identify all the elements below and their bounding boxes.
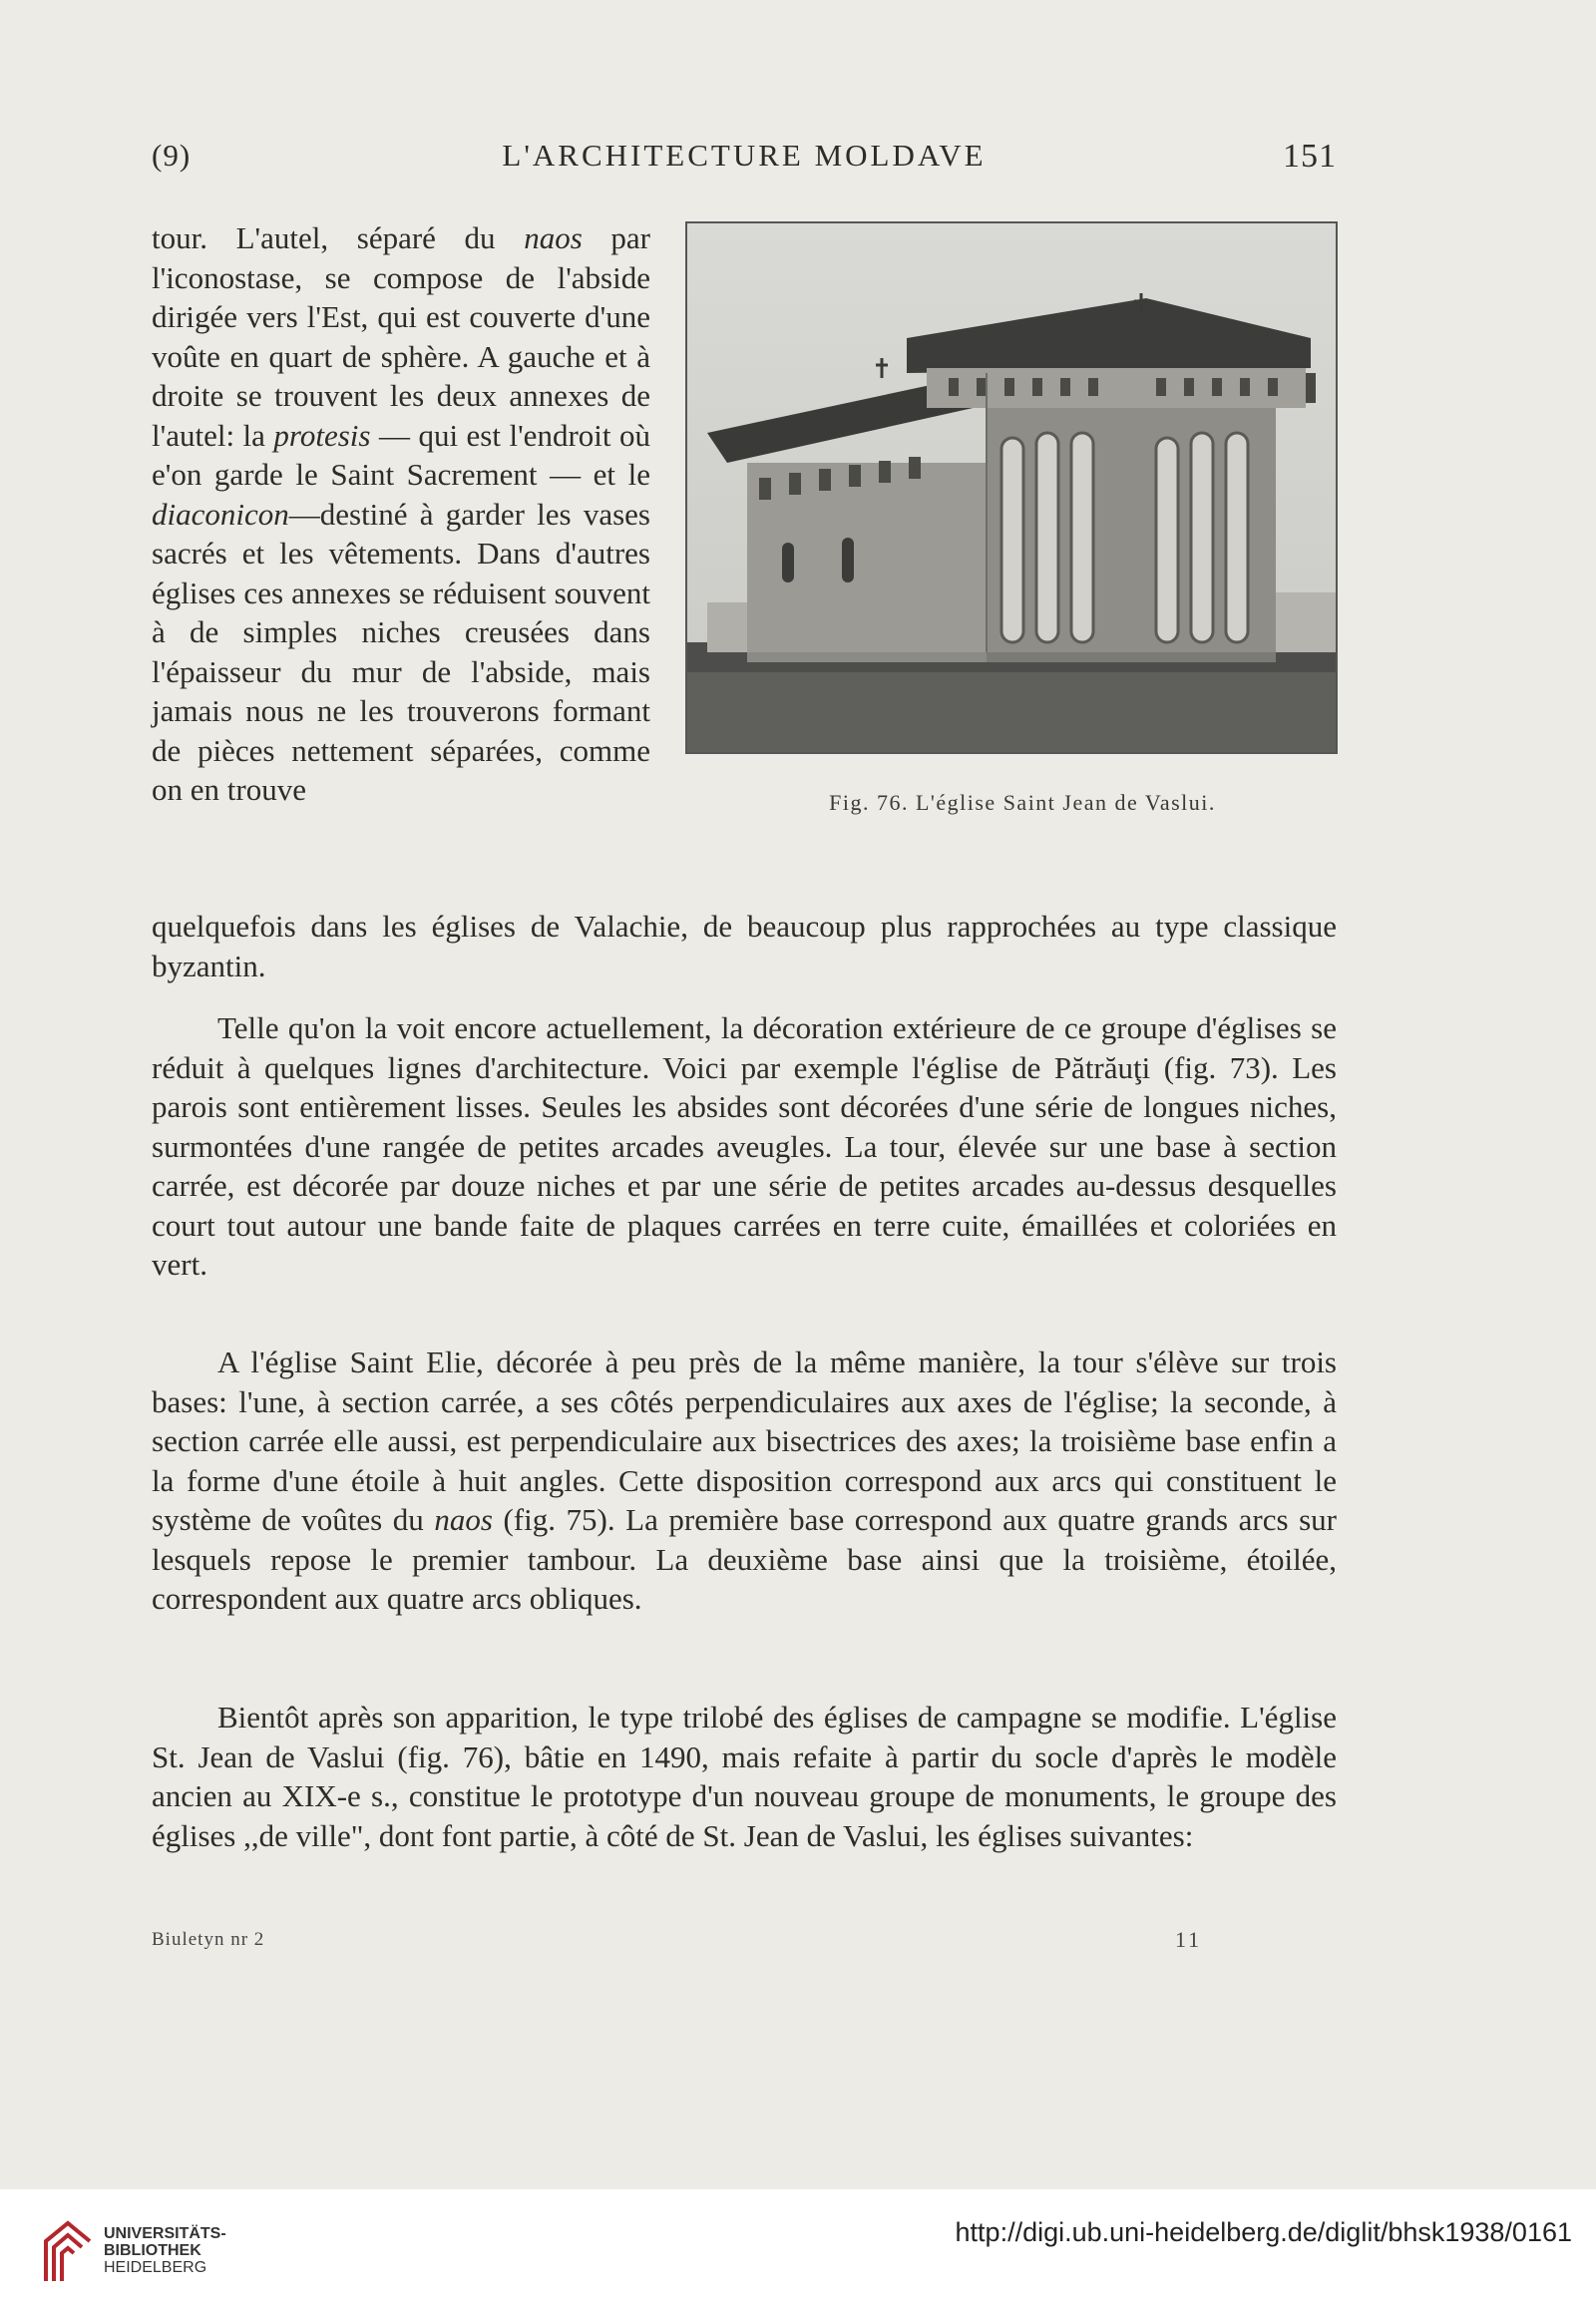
paragraph-3: A l'église Saint Elie, décorée à peu près de la même manière, la tour s'élève sur trois bases: l'une, à section carrée, a ses côtés perpendiculaires aux axes de l'église; la seconde, à section carrée elle aussi, est perpendiculaire aux bisectrices des axes; la troisième base enfin a la forme d'une étoile à huit angles. Cette disposition correspond aux arcs qui constituent le système de voûtes du naos (fig. 75). La première base correspond aux quatre grands arcs sur lesquels repose le premier tambour. La deuxième base ainsi que la troisième, étoilée, correspondent aux quatre arcs obliques. [152, 1345, 1337, 1616]
page-number: 151 [1283, 138, 1337, 175]
paragraph-1-narrow-column: tour. L'autel, séparé du naos par l'iconostase, se compose de l'abside dirigée vers l'Est, qui est couverte d'une voûte en quart de sphère. A gauche et à droite se trouvent les deux annexes de l'autel: la protesis — qui est l'endroit où e'on garde le Saint Sacrement — et le diaconicon—destiné à garder les vases sacrés et les vêtements. Dans d'autres églises ces annexes se réduisent souvent à de simples niches creusées dans l'épaisseur du mur de l'abside, mais jamais nous ne les trouverons formant de pièces nettement séparées, comme on en trouve [152, 220, 650, 807]
figure-caption: Fig. 76. L'église Saint Jean de Vaslui. [829, 790, 1216, 815]
library-footer-bar [0, 2189, 1596, 2310]
library-logo-icon [38, 2211, 98, 2291]
paragraph-2: Telle qu'on la voit encore actuellement, la décoration extérieure de ce groupe d'églises se réduit à quelques lignes d'architecture. Voici par exemple l'église de Pătrăuţi (fig. 73). Les parois sont entièrement lisses. Seules les absides sont décorées d'une série de longues niches, surmontées d'une rangée de petites arcades aveugles. La tour, élevée sur une base à section carrée, est décorée par douze niches et par une série de petites arcades au-dessus desquelles court tout autour une bande faite de plaques carrées en terre cuite, émaillées et coloriées en vert. [152, 1010, 1337, 1282]
permalink-url[interactable]: http://digi.ub.uni-heidelberg.de/diglit/bhsk1938/0161 [955, 2217, 1572, 2247]
paragraph-1-continuation: quelquefois dans les églises de Valachie, de beaucoup plus rapprochées au type classique byzantin. [152, 909, 1337, 983]
sheet-number: 11 [1175, 1927, 1203, 1952]
printer-signature: Biuletyn nr 2 [152, 1929, 265, 1950]
library-name: UNIVERSITÄTS- BIBLIOTHEK HEIDELBERG [104, 2225, 226, 2276]
section-number: (9) [152, 138, 192, 173]
paragraph-4: Bientôt après son apparition, le type trilobé des églises de campagne se modifie. L'église St. Jean de Vaslui (fig. 76), bâtie en 1490, mais refaite à partir du socle d'après le modèle ancien au XIX-e s., constitue le prototype d'un nouveau groupe de monuments, le groupe des églises ,,de ville", dont font partie, à côté de St. Jean de Vaslui, les églises suivantes: [152, 1700, 1337, 1853]
church-illustration [687, 223, 1336, 752]
running-title: L'ARCHITECTURE MOLDAVE [502, 138, 987, 173]
church-photograph [685, 221, 1338, 754]
running-header [152, 138, 1337, 182]
